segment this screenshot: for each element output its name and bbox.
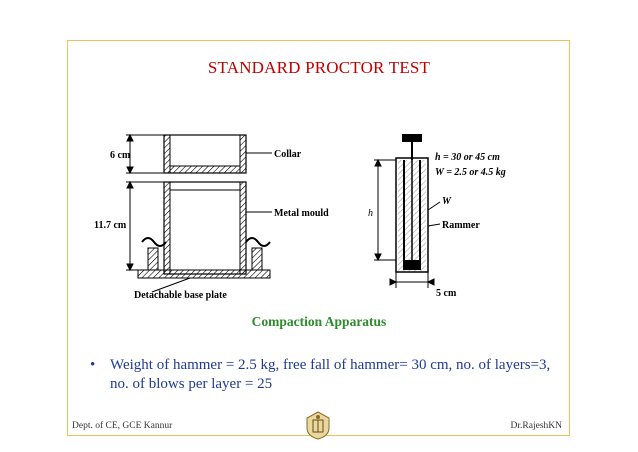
rammer-label: Rammer — [442, 220, 480, 231]
bullet-item — [90, 356, 560, 394]
w-value-label: W = 2.5 or 4.5 kg — [435, 167, 506, 178]
metal-mould-label: Metal mould — [274, 208, 329, 219]
compaction-apparatus-figure — [90, 120, 506, 305]
h-label: h — [368, 208, 373, 219]
footer-department: Dept. of CE, GCE Kannur — [72, 421, 173, 431]
w-label: W — [442, 196, 451, 207]
bullet-text: Weight of hammer = 2.5 kg, free fall of hammer= 30 cm, no. of layers=3, no. of blows per layer = 25 — [110, 357, 551, 392]
collar-drawing — [164, 135, 246, 173]
footer-author: Dr.RajeshKN — [510, 421, 562, 431]
base-plate-label: Detachable base plate — [134, 290, 227, 301]
mould-drawing — [164, 182, 246, 274]
figure-caption: Compaction Apparatus — [251, 314, 387, 329]
diameter-label: 5 cm — [436, 288, 457, 299]
collar-label: Collar — [274, 149, 302, 160]
college-logo-icon — [304, 410, 332, 440]
bullet-dot: • — [90, 357, 96, 373]
slide-title: STANDARD PROCTOR TEST — [207, 58, 431, 77]
h-value-label: h = 30 or 45 cm — [435, 152, 500, 163]
rammer-assembly — [368, 134, 506, 299]
base-plate-drawing — [138, 238, 270, 278]
mould-height-label: 11.7 cm — [94, 220, 127, 231]
rammer-drawing — [396, 134, 428, 272]
mould-assembly — [94, 135, 329, 301]
collar-height-label: 6 cm — [110, 150, 131, 161]
